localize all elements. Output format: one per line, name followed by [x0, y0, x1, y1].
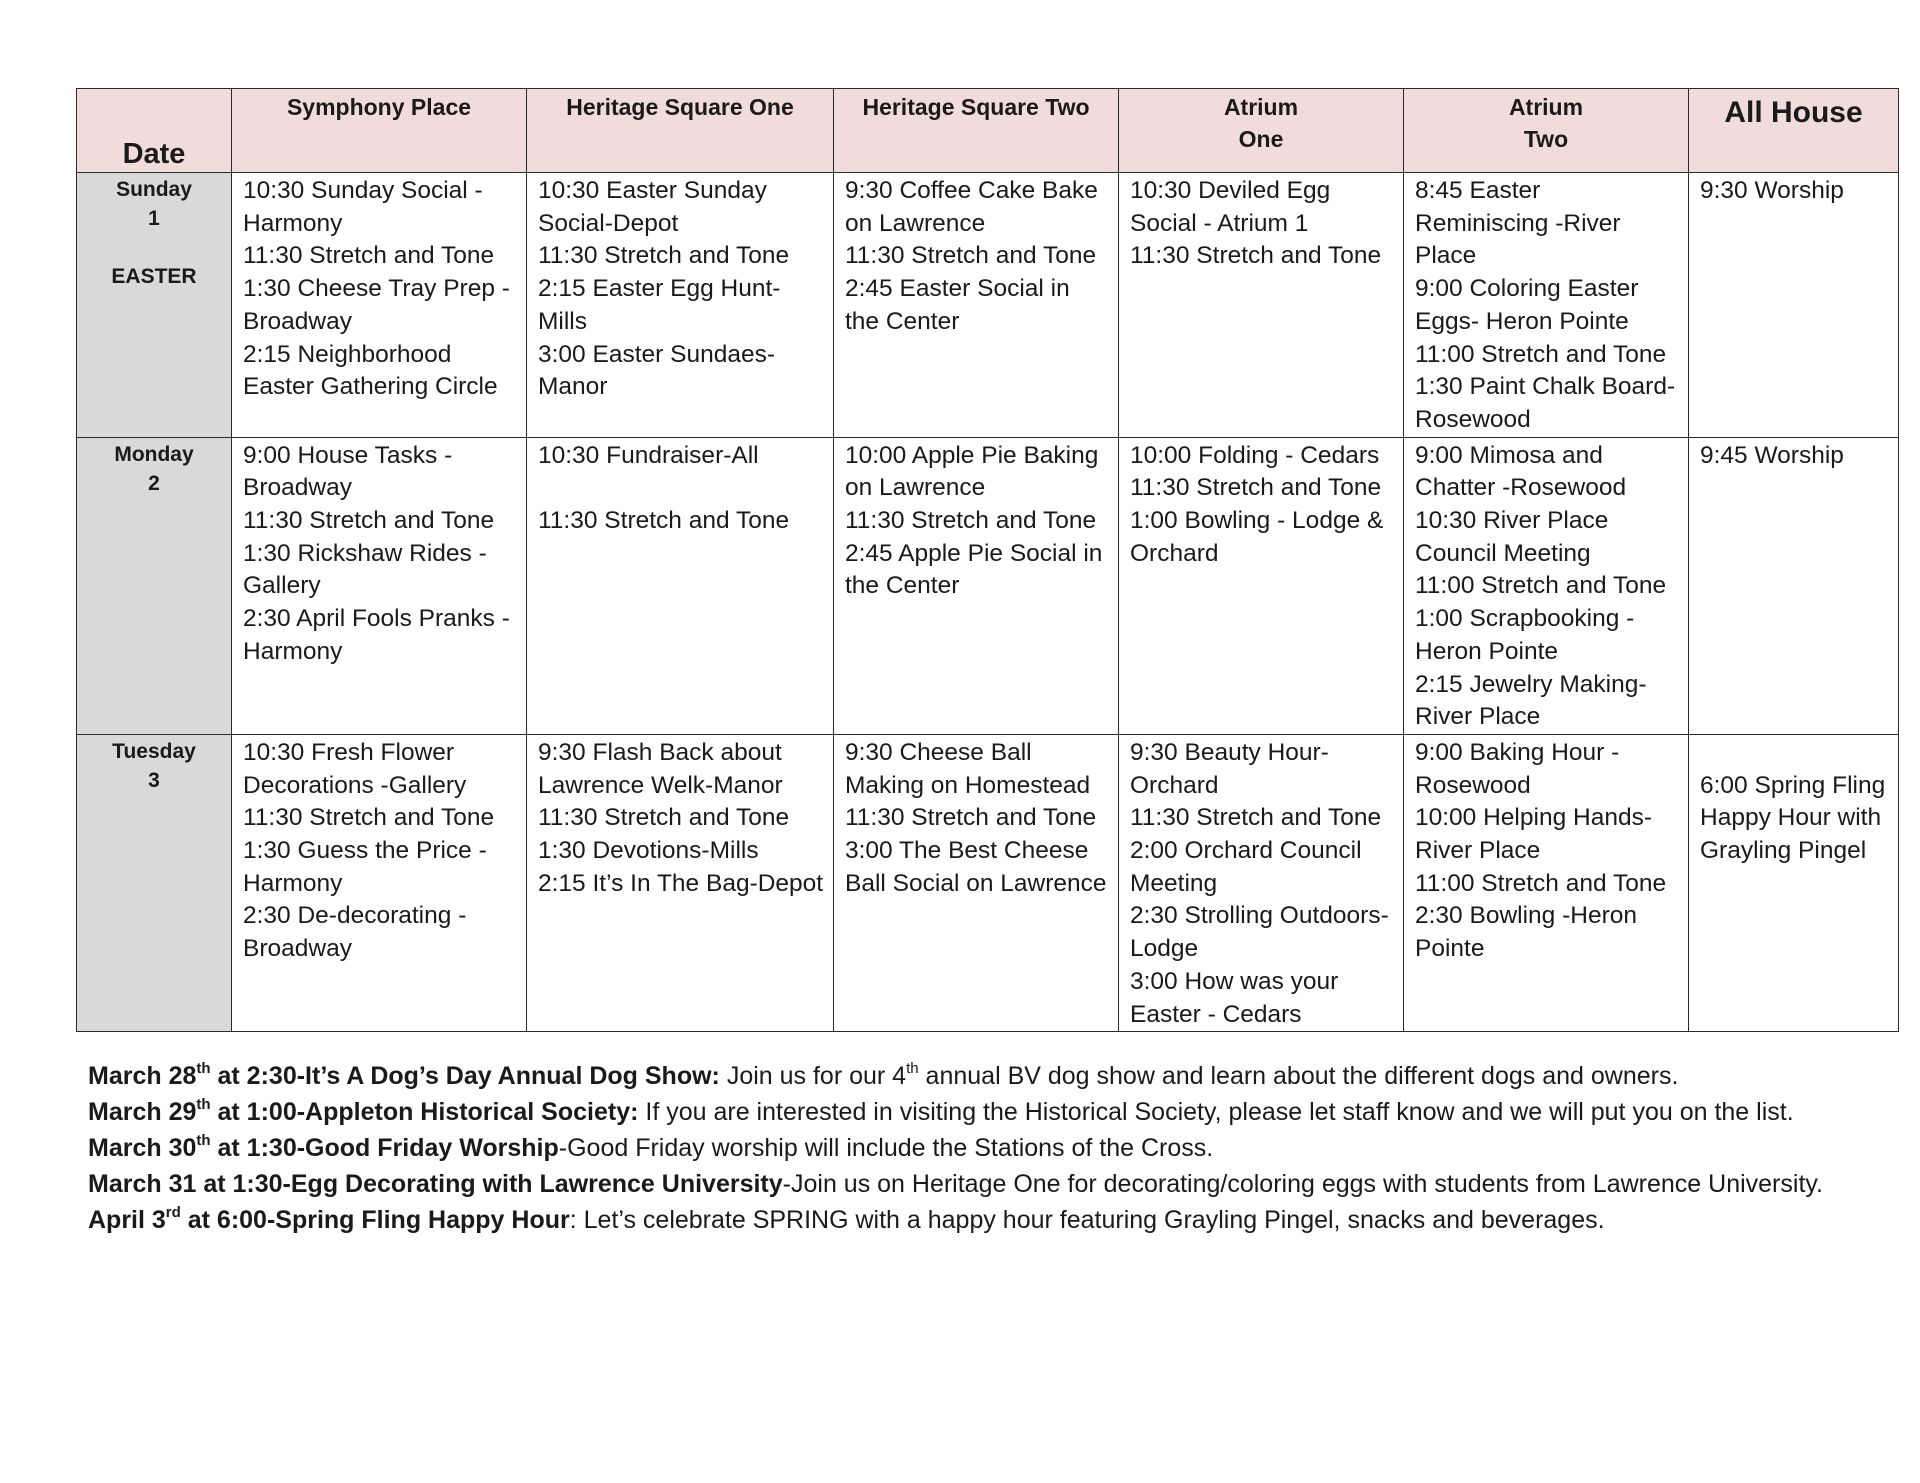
header-row: [77, 89, 1899, 173]
activities-all-house: 6:00 Spring Fling Happy Hour with Grayling Pingel: [1689, 734, 1899, 1031]
activities-heritage-square-one: 10:30 Fundraiser-All 11:30 Stretch and Tone: [527, 437, 834, 734]
activities-heritage-square-two: 10:00 Apple Pie Baking on Lawrence 11:30 Stretch and Tone 2:45 Apple Pie Social in the Center: [834, 437, 1119, 734]
date-cell: [77, 437, 232, 734]
activities-all-house: 9:30 Worship: [1689, 173, 1899, 438]
note-bold: [88, 1131, 559, 1162]
event-note: [88, 1166, 1868, 1202]
event-note: [88, 1130, 1868, 1166]
note-date-suffix: rd: [165, 1203, 181, 1221]
header-atrium-one: Atrium One: [1119, 89, 1404, 173]
note-bold: [88, 1203, 570, 1234]
note-text: -Join us on Heritage One for decorating/coloring eggs with students from Lawrence University.: [782, 1170, 1823, 1198]
table-row: [77, 173, 1899, 438]
note-text-suffix: th: [906, 1059, 919, 1077]
note-date: March 30: [88, 1134, 197, 1162]
note-title: at 1:30-Good Friday Worship: [210, 1134, 559, 1162]
note-date: March 28: [88, 1062, 197, 1090]
date-cell: [77, 734, 232, 1031]
note-bold: [88, 1170, 783, 1198]
note-bold: [88, 1059, 720, 1090]
day-number: 3: [148, 768, 160, 792]
note-text-rest: annual BV dog show and learn about the different dogs and owners.: [918, 1062, 1679, 1090]
activities-heritage-square-two: 9:30 Cheese Ball Making on Homestead 11:30 Stretch and Tone 3:00 The Best Cheese Ball Social on Lawrence: [834, 734, 1119, 1031]
event-note: [88, 1094, 1868, 1130]
table-row: [77, 437, 1899, 734]
day-number: 1: [148, 207, 160, 230]
event-note: [88, 1058, 1868, 1094]
header-all-house: All House: [1689, 89, 1899, 173]
note-title: at 2:30-It’s A Dog’s Day Annual Dog Show:: [210, 1062, 720, 1090]
note-bold: [88, 1095, 639, 1126]
activities-heritage-square-one: 10:30 Easter Sunday Social-Depot 11:30 Stretch and Tone 2:15 Easter Egg Hunt-Mills 3:00 Easter Sundaes-Manor: [527, 173, 834, 438]
event-notes: [88, 1058, 1868, 1238]
activity-schedule-table: [76, 88, 1899, 1032]
note-text: : Let’s celebrate SPRING with a happy hour featuring Grayling Pingel, snacks and beverages.: [569, 1206, 1605, 1234]
note-date: April 3: [88, 1206, 166, 1234]
activities-symphony-place: 10:30 Fresh Flower Decorations -Gallery 11:30 Stretch and Tone 1:30 Guess the Price - Harmony 2:30 De-decorating - Broadway: [232, 734, 527, 1031]
table-row: [77, 734, 1899, 1031]
note-date-suffix: th: [196, 1059, 211, 1077]
header-date: Date: [77, 89, 232, 173]
note-text: -Good Friday worship will include the Stations of the Cross.: [558, 1134, 1214, 1162]
activities-atrium-one: 10:00 Folding - Cedars 11:30 Stretch and Tone 1:00 Bowling - Lodge & Orchard: [1119, 437, 1404, 734]
activities-atrium-two: 9:00 Mimosa and Chatter -Rosewood 10:30 River Place Council Meeting 11:00 Stretch and Tone 1:00 Scrapbooking - Heron Pointe 2:15 Jewelry Making-River Place: [1404, 437, 1689, 734]
date-cell: [77, 173, 232, 438]
activities-atrium-one: 10:30 Deviled Egg Social - Atrium 1 11:30 Stretch and Tone: [1119, 173, 1404, 438]
day-name: Monday: [114, 442, 194, 466]
note-title: March 31 at 1:30-Egg Decorating with Lawrence University: [88, 1170, 783, 1198]
activities-atrium-two: 9:00 Baking Hour - Rosewood 10:00 Helping Hands-River Place 11:00 Stretch and Tone 2:30 Bowling -Heron Pointe: [1404, 734, 1689, 1031]
note-date-suffix: th: [196, 1131, 211, 1149]
day-number: 2: [148, 471, 160, 495]
activities-symphony-place: 10:30 Sunday Social - Harmony 11:30 Stretch and Tone 1:30 Cheese Tray Prep - Broadway 2:15 Neighborhood Easter Gathering Circle: [232, 173, 527, 438]
note-title: at 6:00-Spring Fling Happy Hour: [180, 1206, 570, 1234]
day-name: Sunday: [116, 178, 192, 201]
header-symphony-place: Symphony Place: [232, 89, 527, 173]
note-text: If you are interested in visiting the Historical Society, please let staff know and we will put you on the list.: [638, 1098, 1794, 1126]
activities-all-house: 9:45 Worship: [1689, 437, 1899, 734]
activities-atrium-one: 9:30 Beauty Hour-Orchard 11:30 Stretch and Tone 2:00 Orchard Council Meeting 2:30 Strolling Outdoors-Lodge 3:00 How was your Easter - Cedars: [1119, 734, 1404, 1031]
day-note: EASTER: [111, 265, 197, 288]
activities-symphony-place: 9:00 House Tasks - Broadway 11:30 Stretch and Tone 1:30 Rickshaw Rides - Gallery 2:30 April Fools Pranks - Harmony: [232, 437, 527, 734]
activities-heritage-square-one: 9:30 Flash Back about Lawrence Welk-Manor 11:30 Stretch and Tone 1:30 Devotions-Mills 2:15 It’s In The Bag-Depot: [527, 734, 834, 1031]
activities-atrium-two: 8:45 Easter Reminiscing -River Place 9:00 Coloring Easter Eggs- Heron Pointe 11:00 Stretch and Tone 1:30 Paint Chalk Board-Rosewood: [1404, 173, 1689, 438]
event-note: [88, 1202, 1868, 1238]
note-title: at 1:00-Appleton Historical Society:: [210, 1098, 639, 1126]
activities-heritage-square-two: 9:30 Coffee Cake Bake on Lawrence 11:30 Stretch and Tone 2:45 Easter Social in the Center: [834, 173, 1119, 438]
note-text: Join us for our 4: [719, 1062, 907, 1090]
note-date: March 29: [88, 1098, 197, 1126]
header-atrium-two: Atrium Two: [1404, 89, 1689, 173]
header-heritage-square-one: Heritage Square One: [527, 89, 834, 173]
day-name: Tuesday: [112, 739, 196, 763]
note-date-suffix: th: [196, 1095, 211, 1113]
header-heritage-square-two: Heritage Square Two: [834, 89, 1119, 173]
